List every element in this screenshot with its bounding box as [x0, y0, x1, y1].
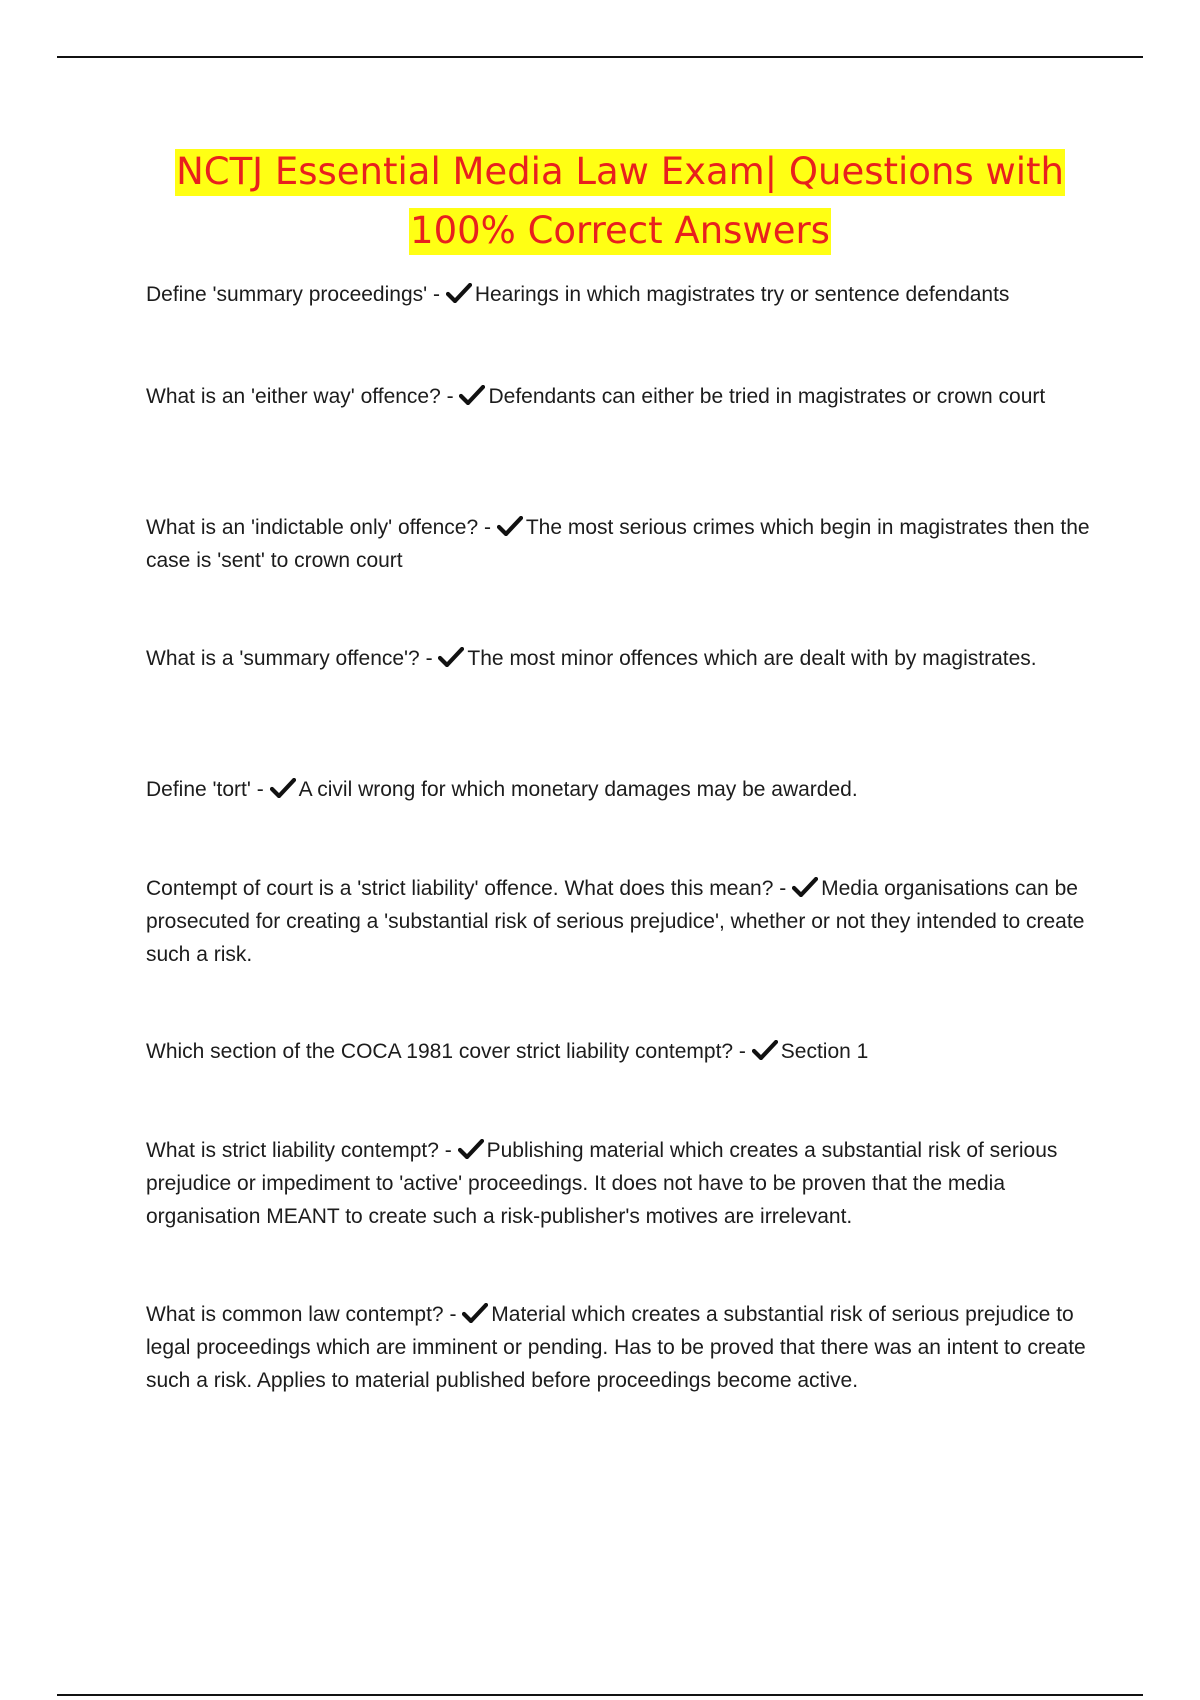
question-text: What is common law contempt?	[146, 1303, 444, 1326]
check-icon	[270, 778, 296, 798]
question-text: What is strict liability contempt?	[146, 1139, 439, 1162]
answer-text: Defendants can either be tried in magistrates or crown court	[488, 385, 1046, 408]
check-icon	[446, 283, 472, 303]
separator: -	[773, 877, 793, 900]
separator: -	[440, 385, 460, 408]
answer-text: Section 1	[780, 1040, 869, 1063]
title-line-2: 100% Correct Answers	[409, 208, 831, 255]
question-text: Define 'tort'	[146, 778, 251, 801]
document-title	[130, 142, 1110, 260]
check-icon	[458, 1139, 484, 1159]
separator: -	[250, 778, 270, 801]
question-text: What is an 'indictable only' offence?	[146, 516, 479, 539]
qa-item	[146, 1134, 1106, 1233]
qa-item	[146, 1298, 1106, 1397]
answer-text: A civil wrong for which monetary damages may be awarded.	[298, 778, 858, 801]
top-rule	[57, 56, 1143, 58]
check-icon	[459, 385, 485, 405]
check-icon	[792, 877, 818, 897]
answer-text: Media organisations can be prosecuted for creating a 'substantial risk of serious prejudice', whether or not they intended to create such a risk.	[146, 877, 1085, 966]
qa-item	[146, 278, 1106, 311]
qa-item	[146, 872, 1106, 971]
qa-item	[146, 511, 1106, 577]
separator: -	[443, 1303, 463, 1326]
separator: -	[427, 283, 446, 306]
separator: -	[419, 647, 439, 670]
separator: -	[438, 1139, 458, 1162]
separator: -	[478, 516, 497, 539]
check-icon	[752, 1040, 778, 1060]
question-text: Which section of the COCA 1981 cover strict liability contempt?	[146, 1040, 734, 1063]
answer-text: Material which creates a substantial risk of serious prejudice to legal proceedings which are imminent or pending. Has to be proved that there was an intent to create such a risk. Applies to material published before proceedings become active.	[146, 1303, 1086, 1392]
question-text: Contempt of court is a 'strict liability' offence. What does this mean?	[146, 877, 774, 900]
question-text: Define 'summary proceedings'	[146, 283, 428, 306]
bottom-rule	[57, 1694, 1143, 1696]
qa-item	[146, 1035, 1106, 1068]
answer-text: The most serious crimes which begin in magistrates then the case is 'sent' to crown court	[146, 516, 1090, 572]
check-icon	[462, 1303, 488, 1323]
check-icon	[438, 647, 464, 667]
qa-item	[146, 380, 1106, 413]
qa-item	[146, 773, 1106, 806]
question-text: What is an 'either way' offence?	[146, 385, 441, 408]
separator: -	[733, 1040, 752, 1063]
answer-text: Publishing material which creates a substantial risk of serious prejudice or impediment to 'active' proceedings. It does not have to be proven that the media organisation MEANT to create such a risk-publisher's motives are irrelevant.	[146, 1139, 1058, 1228]
check-icon	[497, 516, 523, 536]
question-text: What is a 'summary offence'?	[146, 647, 420, 670]
answer-text: Hearings in which magistrates try or sentence defendants	[474, 283, 1010, 306]
title-line-1: NCTJ Essential Media Law Exam| Questions with	[175, 149, 1065, 196]
answer-text: The most minor offences which are dealt with by magistrates.	[467, 647, 1037, 670]
qa-item	[146, 642, 1106, 675]
